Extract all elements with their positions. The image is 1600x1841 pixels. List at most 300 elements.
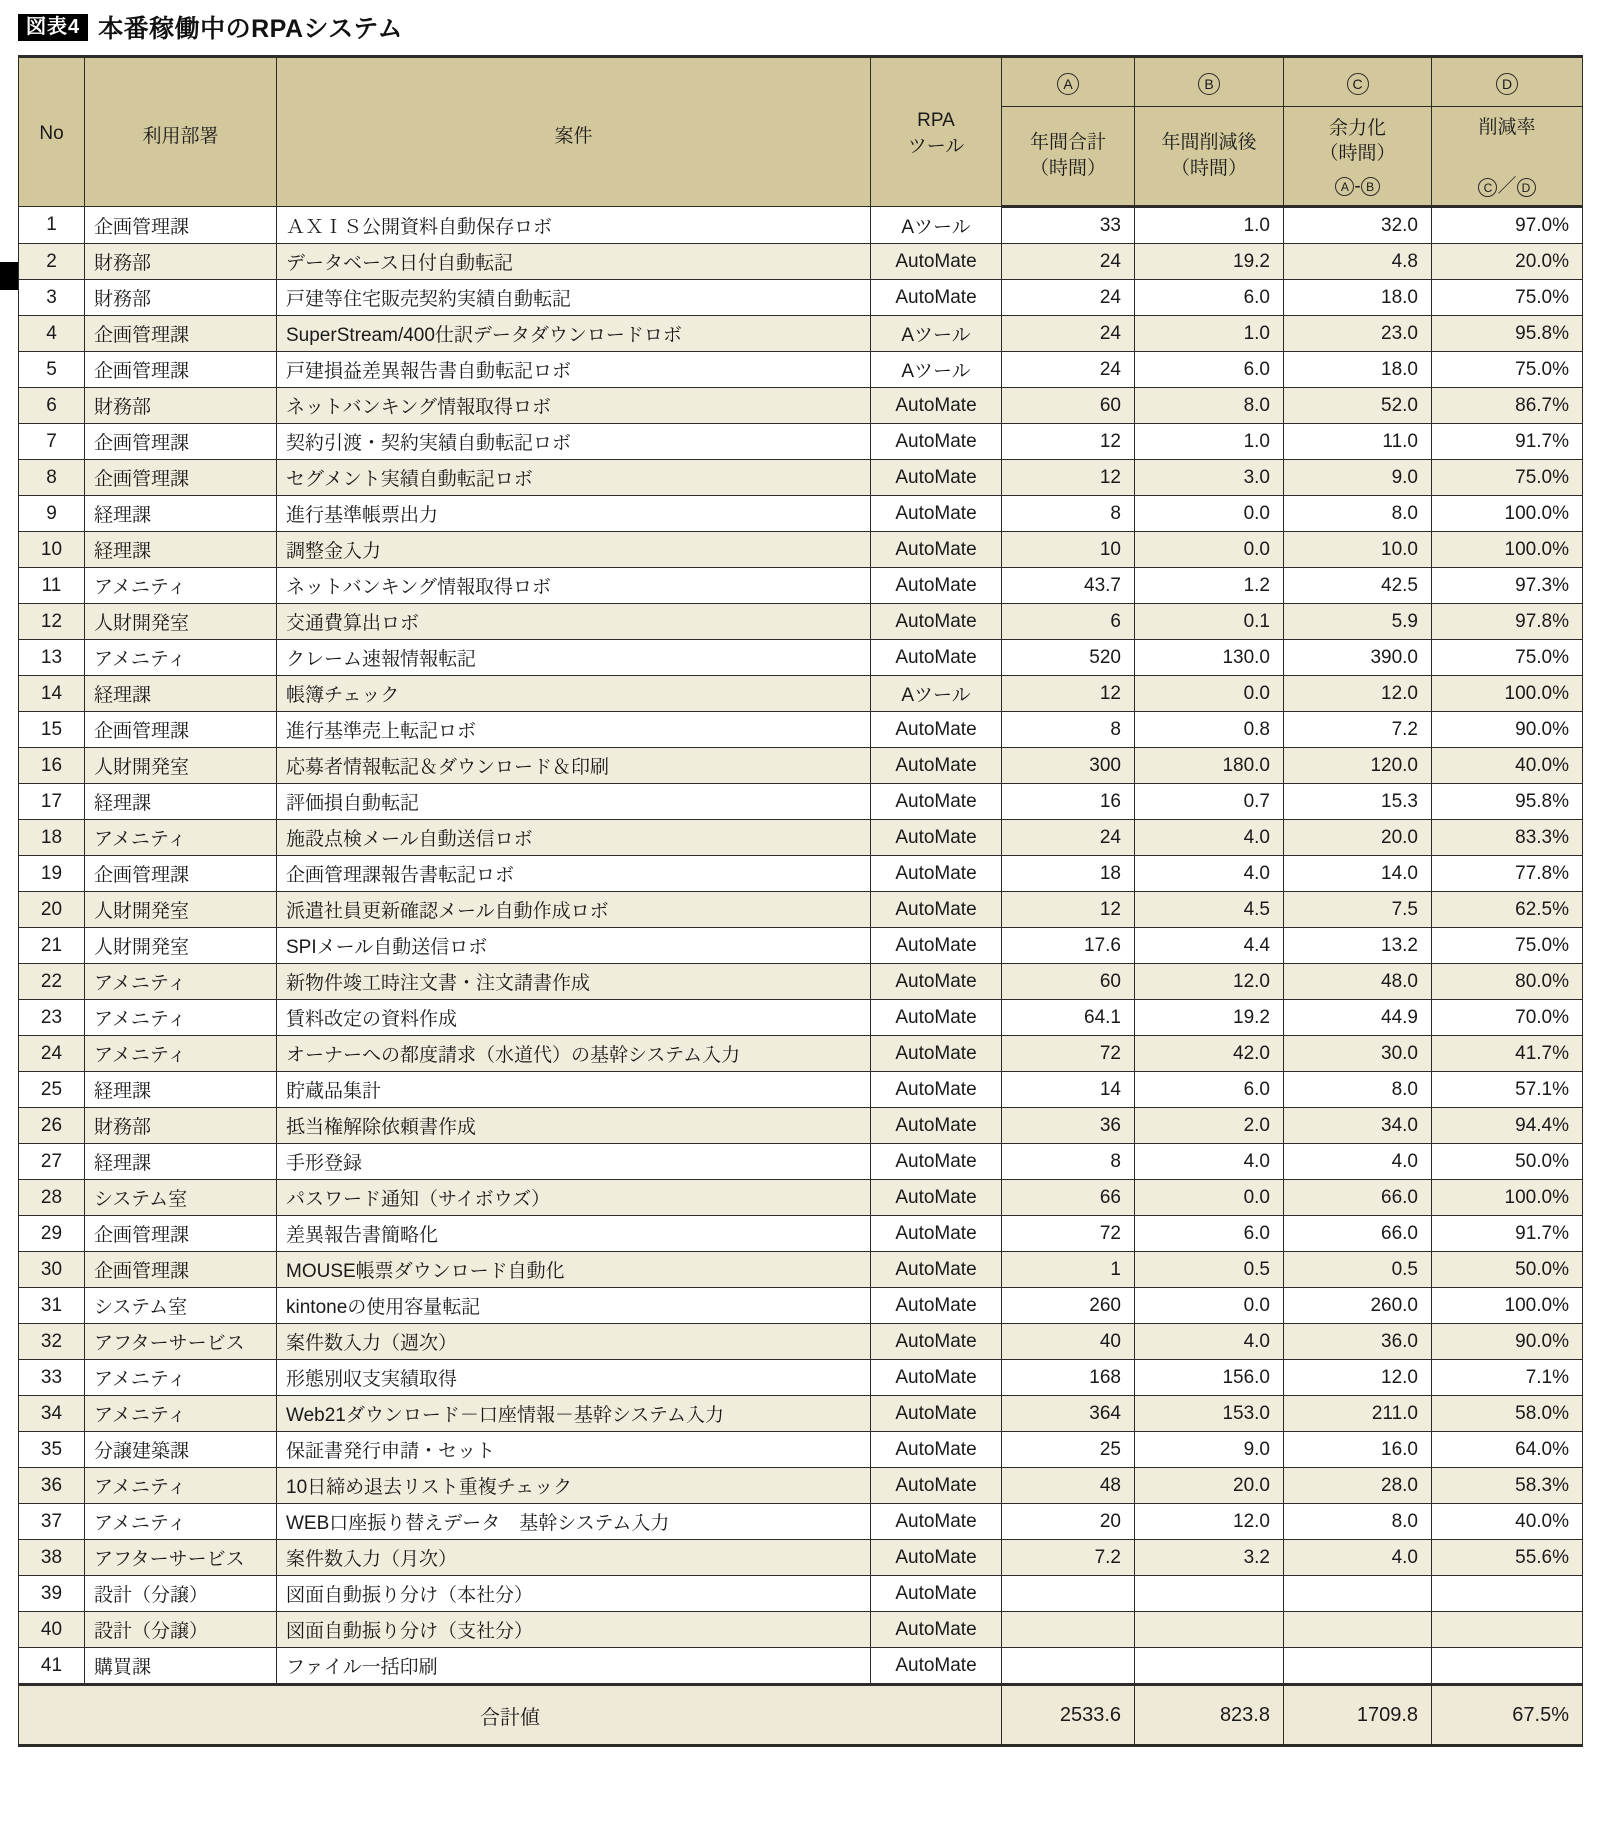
page-title: 本番稼働中のRPAシステム: [98, 15, 404, 43]
cell-case: MOUSE帳票ダウンロード自動化: [277, 1252, 871, 1288]
cell-reduction-rate: [1432, 1612, 1583, 1648]
cell-dept: 企画管理課: [85, 316, 277, 352]
cell-hours-total: [1002, 1612, 1135, 1648]
table-row: [19, 820, 1583, 856]
cell-no: 39: [19, 1576, 85, 1612]
cell-tool: AutoMate: [871, 424, 1002, 460]
cell-case: 評価損自動転記: [277, 784, 871, 820]
cell-hours-after: 6.0: [1135, 1072, 1284, 1108]
header-case: 案件: [277, 57, 871, 207]
cell-hours-after: 4.0: [1135, 1144, 1284, 1180]
header-rpa-tool: [871, 57, 1002, 207]
cell-reduction-rate: 80.0%: [1432, 964, 1583, 1000]
cell-hours-total: 72: [1002, 1216, 1135, 1252]
cell-case: 戸建損益差異報告書自動転記ロボ: [277, 352, 871, 388]
cell-hours-total: 12: [1002, 424, 1135, 460]
cell-no: 38: [19, 1540, 85, 1576]
cell-no: 27: [19, 1144, 85, 1180]
cell-no: 34: [19, 1396, 85, 1432]
cell-case: 企画管理課報告書転記ロボ: [277, 856, 871, 892]
cell-hours-freed: 8.0: [1284, 1072, 1432, 1108]
cell-hours-total: 17.6: [1002, 928, 1135, 964]
table-row: [19, 856, 1583, 892]
cell-hours-after: 1.0: [1135, 316, 1284, 352]
table-row: [19, 316, 1583, 352]
cell-case: 賃料改定の資料作成: [277, 1000, 871, 1036]
cell-reduction-rate: 20.0%: [1432, 244, 1583, 280]
table-row: [19, 1072, 1583, 1108]
cell-hours-total: [1002, 1576, 1135, 1612]
cell-tool: AutoMate: [871, 1000, 1002, 1036]
cell-hours-freed: 18.0: [1284, 280, 1432, 316]
cell-hours-after: 19.2: [1135, 1000, 1284, 1036]
cell-hours-after: [1135, 1576, 1284, 1612]
cell-hours-total: 10: [1002, 532, 1135, 568]
header-letter-b: [1135, 57, 1284, 107]
cell-hours-after: 3.0: [1135, 460, 1284, 496]
cell-reduction-rate: 94.4%: [1432, 1108, 1583, 1144]
cell-hours-after: 19.2: [1135, 244, 1284, 280]
cell-tool: AutoMate: [871, 1072, 1002, 1108]
table-row: [19, 207, 1583, 244]
cell-hours-freed: 120.0: [1284, 748, 1432, 784]
cell-hours-total: 24: [1002, 352, 1135, 388]
circled-c-small-icon: C: [1478, 178, 1497, 197]
cell-case: 戸建等住宅販売契約実績自動転記: [277, 280, 871, 316]
circled-b-icon: B: [1198, 73, 1220, 95]
table-row: [19, 280, 1583, 316]
cell-case: 派遣社員更新確認メール自動作成ロボ: [277, 892, 871, 928]
cell-dept: 経理課: [85, 1144, 277, 1180]
cell-no: 20: [19, 892, 85, 928]
cell-hours-after: 0.8: [1135, 712, 1284, 748]
cell-reduction-rate: 90.0%: [1432, 712, 1583, 748]
table-row: [19, 1180, 1583, 1216]
cell-no: 19: [19, 856, 85, 892]
cell-dept: システム室: [85, 1180, 277, 1216]
cell-no: 10: [19, 532, 85, 568]
cell-no: 14: [19, 676, 85, 712]
cell-no: 11: [19, 568, 85, 604]
cell-hours-freed: 13.2: [1284, 928, 1432, 964]
cell-reduction-rate: 40.0%: [1432, 1504, 1583, 1540]
cell-reduction-rate: 7.1%: [1432, 1360, 1583, 1396]
cell-hours-freed: 30.0: [1284, 1036, 1432, 1072]
cell-hours-freed: 7.2: [1284, 712, 1432, 748]
cell-tool: AutoMate: [871, 1612, 1002, 1648]
header-reduction-rate: [1432, 107, 1583, 207]
header-letter-d: [1432, 57, 1583, 107]
cell-hours-total: 25: [1002, 1432, 1135, 1468]
cell-hours-total: 12: [1002, 892, 1135, 928]
table-row: [19, 1468, 1583, 1504]
table-row: [19, 1648, 1583, 1685]
cell-hours-total: 12: [1002, 460, 1135, 496]
table-footer: [19, 1685, 1583, 1746]
cell-hours-total: 18: [1002, 856, 1135, 892]
cell-hours-total: 1: [1002, 1252, 1135, 1288]
cell-dept: 企画管理課: [85, 460, 277, 496]
cell-tool: AutoMate: [871, 1468, 1002, 1504]
table-row: [19, 640, 1583, 676]
cell-tool: AutoMate: [871, 604, 1002, 640]
table-row: [19, 532, 1583, 568]
cell-hours-after: 8.0: [1135, 388, 1284, 424]
cell-hours-freed: 36.0: [1284, 1324, 1432, 1360]
cell-no: 23: [19, 1000, 85, 1036]
cell-no: 29: [19, 1216, 85, 1252]
cell-tool: AutoMate: [871, 1144, 1002, 1180]
cell-no: 36: [19, 1468, 85, 1504]
table-row: [19, 892, 1583, 928]
cell-reduction-rate: 75.0%: [1432, 460, 1583, 496]
cell-no: 4: [19, 316, 85, 352]
cell-hours-freed: 28.0: [1284, 1468, 1432, 1504]
cell-case: 図面自動振り分け（支社分）: [277, 1612, 871, 1648]
cell-hours-freed: 48.0: [1284, 964, 1432, 1000]
cell-no: 1: [19, 207, 85, 244]
cell-dept: 財務部: [85, 388, 277, 424]
total-row: [19, 1685, 1583, 1746]
cell-hours-freed: [1284, 1648, 1432, 1685]
cell-hours-after: [1135, 1612, 1284, 1648]
cell-reduction-rate: 41.7%: [1432, 1036, 1583, 1072]
cell-case: パスワード通知（サイボウズ）: [277, 1180, 871, 1216]
header-freed-capacity-line1: 余力化: [1328, 117, 1386, 139]
cell-case: 10日締め退去リスト重複チェック: [277, 1468, 871, 1504]
cell-reduction-rate: 100.0%: [1432, 532, 1583, 568]
header-freed-capacity: [1284, 107, 1432, 207]
cell-no: 2: [19, 244, 85, 280]
cell-no: 24: [19, 1036, 85, 1072]
cell-dept: アメニティ: [85, 1036, 277, 1072]
cell-tool: AutoMate: [871, 856, 1002, 892]
cell-hours-total: [1002, 1648, 1135, 1685]
cell-hours-after: 42.0: [1135, 1036, 1284, 1072]
cell-reduction-rate: 83.3%: [1432, 820, 1583, 856]
cell-tool: AutoMate: [871, 820, 1002, 856]
cell-hours-total: 60: [1002, 964, 1135, 1000]
table-row: [19, 496, 1583, 532]
cell-hours-after: 156.0: [1135, 1360, 1284, 1396]
cell-case: WEB口座振り替えデータ 基幹システム入力: [277, 1504, 871, 1540]
cell-case: 調整金入力: [277, 532, 871, 568]
cell-tool: Aツール: [871, 676, 1002, 712]
header-annual-total-line2: （時間）: [1029, 158, 1106, 179]
cell-dept: アメニティ: [85, 1360, 277, 1396]
cell-no: 13: [19, 640, 85, 676]
cell-hours-total: 260: [1002, 1288, 1135, 1324]
cell-case: ファイル一括印刷: [277, 1648, 871, 1685]
cell-tool: AutoMate: [871, 1180, 1002, 1216]
cell-dept: アメニティ: [85, 1504, 277, 1540]
cell-reduction-rate: 75.0%: [1432, 928, 1583, 964]
cell-reduction-rate: 90.0%: [1432, 1324, 1583, 1360]
cell-reduction-rate: [1432, 1648, 1583, 1685]
cell-hours-freed: 66.0: [1284, 1216, 1432, 1252]
cell-hours-total: 520: [1002, 640, 1135, 676]
cell-hours-freed: 32.0: [1284, 207, 1432, 244]
cell-reduction-rate: 50.0%: [1432, 1252, 1583, 1288]
table-row: [19, 1540, 1583, 1576]
cell-dept: 企画管理課: [85, 712, 277, 748]
cell-reduction-rate: 58.3%: [1432, 1468, 1583, 1504]
cell-hours-total: 364: [1002, 1396, 1135, 1432]
cell-tool: AutoMate: [871, 640, 1002, 676]
cell-dept: アメニティ: [85, 1000, 277, 1036]
cell-tool: AutoMate: [871, 784, 1002, 820]
cell-case: 帳簿チェック: [277, 676, 871, 712]
cell-tool: Aツール: [871, 207, 1002, 244]
cell-dept: 人財開発室: [85, 604, 277, 640]
cell-hours-after: 4.0: [1135, 856, 1284, 892]
formula-divide: ／: [1497, 176, 1517, 198]
cell-hours-freed: 9.0: [1284, 460, 1432, 496]
cell-tool: AutoMate: [871, 892, 1002, 928]
cell-reduction-rate: 75.0%: [1432, 280, 1583, 316]
header-dept: 利用部署: [85, 57, 277, 207]
circled-a-small-icon: A: [1335, 177, 1354, 196]
cell-hours-after: 0.5: [1135, 1252, 1284, 1288]
cell-dept: 設計（分譲）: [85, 1612, 277, 1648]
cell-hours-freed: 34.0: [1284, 1108, 1432, 1144]
cell-hours-freed: 11.0: [1284, 424, 1432, 460]
cell-hours-after: 4.0: [1135, 820, 1284, 856]
cell-hours-freed: 5.9: [1284, 604, 1432, 640]
cell-hours-total: 24: [1002, 316, 1135, 352]
cell-hours-total: 7.2: [1002, 1540, 1135, 1576]
cell-case: オーナーへの都度請求（水道代）の基幹システム入力: [277, 1036, 871, 1072]
cell-no: 17: [19, 784, 85, 820]
cell-dept: 設計（分譲）: [85, 1576, 277, 1612]
cell-dept: アメニティ: [85, 1396, 277, 1432]
cell-reduction-rate: 58.0%: [1432, 1396, 1583, 1432]
cell-hours-total: 16: [1002, 784, 1135, 820]
cell-dept: アメニティ: [85, 964, 277, 1000]
cell-tool: AutoMate: [871, 1324, 1002, 1360]
cell-tool: AutoMate: [871, 460, 1002, 496]
cell-dept: 購買課: [85, 1648, 277, 1685]
cell-reduction-rate: 91.7%: [1432, 424, 1583, 460]
cell-hours-after: 20.0: [1135, 1468, 1284, 1504]
table-row: [19, 1504, 1583, 1540]
rpa-table: [18, 55, 1583, 1747]
cell-reduction-rate: 50.0%: [1432, 1144, 1583, 1180]
cell-hours-total: 24: [1002, 244, 1135, 280]
cell-dept: 企画管理課: [85, 424, 277, 460]
header-reduction-rate-gap: [1438, 141, 1576, 167]
cell-hours-freed: 44.9: [1284, 1000, 1432, 1036]
table-row: [19, 604, 1583, 640]
cell-case: 交通費算出ロボ: [277, 604, 871, 640]
cell-case: ＡＸＩＳ公開資料自動保存ロボ: [277, 207, 871, 244]
table-row: [19, 1108, 1583, 1144]
cell-dept: 経理課: [85, 496, 277, 532]
cell-hours-after: 1.0: [1135, 207, 1284, 244]
cell-dept: システム室: [85, 1288, 277, 1324]
cell-case: 抵当権解除依頼書作成: [277, 1108, 871, 1144]
circled-b-small-icon: B: [1361, 177, 1380, 196]
table-row: [19, 1360, 1583, 1396]
cell-no: 6: [19, 388, 85, 424]
cell-tool: AutoMate: [871, 1504, 1002, 1540]
formula-minus: -: [1354, 175, 1361, 197]
cell-no: 21: [19, 928, 85, 964]
cell-hours-freed: 66.0: [1284, 1180, 1432, 1216]
cell-dept: 経理課: [85, 532, 277, 568]
cell-tool: AutoMate: [871, 964, 1002, 1000]
cell-hours-freed: 8.0: [1284, 496, 1432, 532]
total-hours-freed: 1709.8: [1284, 1685, 1432, 1746]
cell-hours-freed: 14.0: [1284, 856, 1432, 892]
page-edge-marker: [0, 262, 18, 290]
cell-tool: Aツール: [871, 352, 1002, 388]
cell-hours-after: 12.0: [1135, 1504, 1284, 1540]
cell-case: 新物件竣工時注文書・注文請書作成: [277, 964, 871, 1000]
cell-hours-after: 4.0: [1135, 1324, 1284, 1360]
cell-tool: AutoMate: [871, 388, 1002, 424]
table-row: [19, 352, 1583, 388]
cell-hours-total: 20: [1002, 1504, 1135, 1540]
cell-hours-total: 14: [1002, 1072, 1135, 1108]
cell-reduction-rate: 95.8%: [1432, 784, 1583, 820]
cell-tool: AutoMate: [871, 1432, 1002, 1468]
table-row: [19, 1000, 1583, 1036]
cell-hours-freed: 16.0: [1284, 1432, 1432, 1468]
table-row: [19, 1144, 1583, 1180]
header-annual-total: [1002, 107, 1135, 207]
cell-reduction-rate: 57.1%: [1432, 1072, 1583, 1108]
cell-dept: 人財開発室: [85, 928, 277, 964]
figure-title: [18, 10, 403, 44]
cell-hours-total: 24: [1002, 280, 1135, 316]
cell-case: kintoneの使用容量転記: [277, 1288, 871, 1324]
cell-tool: AutoMate: [871, 1108, 1002, 1144]
cell-no: 5: [19, 352, 85, 388]
table-row: [19, 568, 1583, 604]
header-rpa-tool-line2: ツール: [907, 136, 965, 157]
cell-hours-total: 24: [1002, 820, 1135, 856]
cell-hours-freed: 260.0: [1284, 1288, 1432, 1324]
circled-c-icon: C: [1347, 73, 1369, 95]
cell-no: 8: [19, 460, 85, 496]
cell-reduction-rate: [1432, 1576, 1583, 1612]
header-reduction-rate-formula: [1438, 177, 1576, 196]
cell-hours-after: 0.7: [1135, 784, 1284, 820]
table-body: [19, 207, 1583, 1685]
cell-hours-total: 168: [1002, 1360, 1135, 1396]
cell-reduction-rate: 64.0%: [1432, 1432, 1583, 1468]
cell-reduction-rate: 62.5%: [1432, 892, 1583, 928]
cell-hours-freed: 42.5: [1284, 568, 1432, 604]
cell-tool: AutoMate: [871, 1288, 1002, 1324]
cell-hours-freed: 211.0: [1284, 1396, 1432, 1432]
cell-hours-total: 60: [1002, 388, 1135, 424]
cell-case: クレーム速報情報転記: [277, 640, 871, 676]
cell-hours-after: 153.0: [1135, 1396, 1284, 1432]
cell-dept: 経理課: [85, 676, 277, 712]
cell-case: 施設点検メール自動送信ロボ: [277, 820, 871, 856]
header-letter-a: [1002, 57, 1135, 107]
cell-reduction-rate: 91.7%: [1432, 1216, 1583, 1252]
circled-a-icon: A: [1057, 73, 1079, 95]
cell-hours-freed: 20.0: [1284, 820, 1432, 856]
total-label: 合計値: [19, 1685, 1002, 1746]
header-letter-c: [1284, 57, 1432, 107]
cell-hours-freed: 15.3: [1284, 784, 1432, 820]
cell-no: 18: [19, 820, 85, 856]
table-row: [19, 1612, 1583, 1648]
cell-hours-freed: 4.0: [1284, 1540, 1432, 1576]
cell-no: 35: [19, 1432, 85, 1468]
cell-no: 15: [19, 712, 85, 748]
cell-hours-after: 3.2: [1135, 1540, 1284, 1576]
cell-reduction-rate: 100.0%: [1432, 676, 1583, 712]
cell-tool: AutoMate: [871, 532, 1002, 568]
cell-dept: 企画管理課: [85, 1252, 277, 1288]
cell-hours-after: 0.0: [1135, 496, 1284, 532]
cell-tool: AutoMate: [871, 244, 1002, 280]
cell-dept: アメニティ: [85, 640, 277, 676]
circled-d-small-icon: D: [1517, 178, 1536, 197]
cell-hours-after: 130.0: [1135, 640, 1284, 676]
cell-no: 40: [19, 1612, 85, 1648]
cell-dept: 分譲建築課: [85, 1432, 277, 1468]
table-row: [19, 676, 1583, 712]
cell-no: 32: [19, 1324, 85, 1360]
cell-hours-freed: 52.0: [1284, 388, 1432, 424]
cell-tool: AutoMate: [871, 1252, 1002, 1288]
cell-hours-after: 0.0: [1135, 1180, 1284, 1216]
table-header: [19, 57, 1583, 207]
cell-dept: 財務部: [85, 244, 277, 280]
cell-hours-total: 8: [1002, 496, 1135, 532]
cell-case: 図面自動振り分け（本社分）: [277, 1576, 871, 1612]
cell-dept: 企画管理課: [85, 1216, 277, 1252]
cell-no: 16: [19, 748, 85, 784]
cell-case: ネットバンキング情報取得ロボ: [277, 568, 871, 604]
table-row: [19, 1432, 1583, 1468]
cell-case: SPIメール自動送信ロボ: [277, 928, 871, 964]
table-row: [19, 424, 1583, 460]
cell-hours-after: 9.0: [1135, 1432, 1284, 1468]
figure-badge: 図表4: [18, 14, 88, 41]
cell-tool: AutoMate: [871, 1360, 1002, 1396]
cell-reduction-rate: 97.0%: [1432, 207, 1583, 244]
cell-reduction-rate: 97.8%: [1432, 604, 1583, 640]
cell-case: 貯蔵品集計: [277, 1072, 871, 1108]
cell-tool: AutoMate: [871, 496, 1002, 532]
cell-tool: AutoMate: [871, 1036, 1002, 1072]
cell-hours-freed: 0.5: [1284, 1252, 1432, 1288]
cell-case: 案件数入力（月次）: [277, 1540, 871, 1576]
cell-no: 7: [19, 424, 85, 460]
cell-hours-after: 12.0: [1135, 964, 1284, 1000]
cell-reduction-rate: 100.0%: [1432, 1180, 1583, 1216]
cell-hours-freed: 18.0: [1284, 352, 1432, 388]
cell-hours-after: 4.5: [1135, 892, 1284, 928]
header-annual-total-line1: 年間合計: [1029, 132, 1106, 154]
cell-tool: AutoMate: [871, 928, 1002, 964]
cell-reduction-rate: 95.8%: [1432, 316, 1583, 352]
cell-case: 進行基準帳票出力: [277, 496, 871, 532]
header-after-reduction: [1135, 107, 1284, 207]
cell-tool: AutoMate: [871, 712, 1002, 748]
cell-hours-total: 66: [1002, 1180, 1135, 1216]
cell-hours-after: 0.0: [1135, 532, 1284, 568]
cell-no: 9: [19, 496, 85, 532]
cell-hours-freed: 10.0: [1284, 532, 1432, 568]
